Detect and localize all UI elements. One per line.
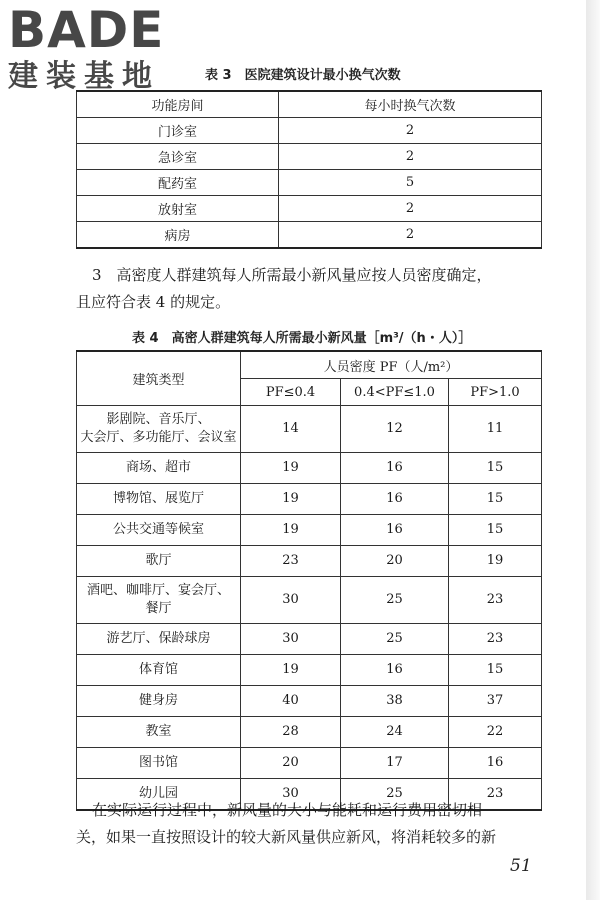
table4-value-cell: 16	[341, 515, 449, 546]
table4-type-line1: 幼儿园	[138, 786, 178, 801]
table3-cell: 5	[279, 170, 542, 196]
table4-type-line1: 博物馆、展览厅	[112, 491, 204, 506]
table-row	[77, 686, 542, 717]
table4-header-row	[77, 351, 542, 379]
table4-group-header: 人员密度 PF（人/m²）	[241, 351, 542, 379]
table4-value-cell: 30	[241, 577, 341, 624]
table4-building-type	[77, 717, 241, 748]
table4-subheader: 0.4<PF≤1.0	[341, 379, 449, 406]
table4-building-type	[77, 577, 241, 624]
table4-building-type	[77, 484, 241, 515]
table4-value-cell: 15	[449, 655, 542, 686]
table4-value-cell: 23	[449, 577, 542, 624]
paragraph2-line1: 在实际运行过程中，新风量的大小与能耗和运行费用密切相	[92, 801, 483, 819]
table4-value-cell: 23	[241, 546, 341, 577]
table4-type-line2: 餐厅	[145, 601, 172, 616]
table4-value-cell: 30	[241, 779, 341, 811]
table4-type-line1: 图书馆	[138, 755, 178, 770]
table3-cell: 病房	[77, 222, 279, 249]
table3-cell: 2	[279, 196, 542, 222]
table3-col-header: 功能房间	[77, 91, 279, 118]
table4-subheader: PF≤0.4	[241, 379, 341, 406]
table4-type-line1: 商场、超市	[125, 460, 191, 475]
table-row	[77, 515, 542, 546]
page-number: 51	[510, 856, 532, 876]
table4-value-cell: 40	[241, 686, 341, 717]
table-row	[77, 624, 542, 655]
table4-building-type	[77, 655, 241, 686]
table4-value-cell: 15	[449, 484, 542, 515]
table4-building-type	[77, 453, 241, 484]
table4-value-cell: 12	[341, 406, 449, 453]
table3-cell: 门诊室	[77, 118, 279, 144]
table4-value-cell: 15	[449, 453, 542, 484]
table3-cell: 急诊室	[77, 144, 279, 170]
table4-value-cell: 25	[341, 779, 449, 811]
page-edge	[586, 0, 600, 900]
table-row	[77, 717, 542, 748]
table-row	[77, 546, 542, 577]
paragraph1-line1: 3 高密度人群建筑每人所需最小新风量应按人员密度确定，	[92, 266, 492, 284]
table4-value-cell: 15	[449, 515, 542, 546]
table4-value-cell: 19	[241, 655, 341, 686]
table4-type-line1: 酒吧、咖啡厅、宴会厅、	[86, 583, 230, 598]
table4-col0-header: 建筑类型	[77, 351, 241, 406]
table4-building-type	[77, 546, 241, 577]
table4	[76, 350, 542, 811]
table-row	[77, 577, 542, 624]
table3-cell: 配药室	[77, 170, 279, 196]
table4-value-cell: 37	[449, 686, 542, 717]
table3-cell: 2	[279, 222, 542, 249]
table4-value-cell: 16	[341, 453, 449, 484]
table-row	[77, 406, 542, 453]
table4-value-cell: 38	[341, 686, 449, 717]
table4-type-line1: 健身房	[138, 693, 178, 708]
table-row	[77, 118, 542, 144]
paragraph2-line2: 关，如果一直按照设计的较大新风量供应新风，将消耗较多的新	[76, 828, 497, 846]
table-row	[77, 170, 542, 196]
table4-value-cell: 25	[341, 624, 449, 655]
table3-caption: 表 3 医院建筑设计最小换气次数	[205, 68, 401, 83]
table4-value-cell: 20	[341, 546, 449, 577]
table4-value-cell: 19	[241, 515, 341, 546]
watermark-logo	[8, 1, 178, 96]
logo-subtitle: 建装基地	[8, 59, 160, 94]
table3-header-row	[77, 91, 542, 118]
table4-value-cell: 11	[449, 406, 542, 453]
table4-value-cell: 19	[449, 546, 542, 577]
table4-type-line1: 歌厅	[145, 553, 172, 568]
table4-value-cell: 23	[449, 779, 542, 811]
table4-value-cell: 17	[341, 748, 449, 779]
table4-building-type	[77, 515, 241, 546]
table4-building-type	[77, 748, 241, 779]
logo-word: BADE	[8, 1, 165, 59]
table-row	[77, 144, 542, 170]
table4-building-type	[77, 686, 241, 717]
table3	[76, 90, 542, 249]
table4-value-cell: 20	[241, 748, 341, 779]
table4-type-line1: 影剧院、音乐厅、	[106, 412, 211, 427]
table-row	[77, 453, 542, 484]
table3-col-header: 每小时换气次数	[279, 91, 542, 118]
table4-value-cell: 16	[341, 484, 449, 515]
table4-value-cell: 30	[241, 624, 341, 655]
table4-building-type	[77, 624, 241, 655]
table4-value-cell: 24	[341, 717, 449, 748]
table-row	[77, 748, 542, 779]
paragraph1-line2: 且应符合表 4 的规定。	[76, 293, 231, 311]
table3-cell: 2	[279, 118, 542, 144]
table4-value-cell: 22	[449, 717, 542, 748]
table-row	[77, 484, 542, 515]
table4-value-cell: 14	[241, 406, 341, 453]
table3-cell: 2	[279, 144, 542, 170]
table4-value-cell: 16	[341, 655, 449, 686]
table4-value-cell: 16	[449, 748, 542, 779]
table4-value-cell: 19	[241, 453, 341, 484]
table4-type-line1: 教室	[145, 724, 172, 739]
table4-type-line2: 大会厅、多功能厅、会议室	[80, 430, 237, 445]
table4-value-cell: 25	[341, 577, 449, 624]
table3-cell: 放射室	[77, 196, 279, 222]
table-row	[77, 655, 542, 686]
table4-value-cell: 23	[449, 624, 542, 655]
table4-type-line1: 体育馆	[138, 662, 178, 677]
table4-type-line1: 公共交通等候室	[112, 522, 204, 537]
table-row	[77, 196, 542, 222]
table4-value-cell: 19	[241, 484, 341, 515]
table4-value-cell: 28	[241, 717, 341, 748]
table4-building-type	[77, 406, 241, 453]
table4-caption: 表 4 高密人群建筑每人所需最小新风量［m³/（h・人）］	[132, 331, 472, 346]
table4-subheader: PF>1.0	[449, 379, 542, 406]
table4-type-line1: 游艺厅、保龄球房	[106, 631, 211, 646]
table-row	[77, 222, 542, 249]
